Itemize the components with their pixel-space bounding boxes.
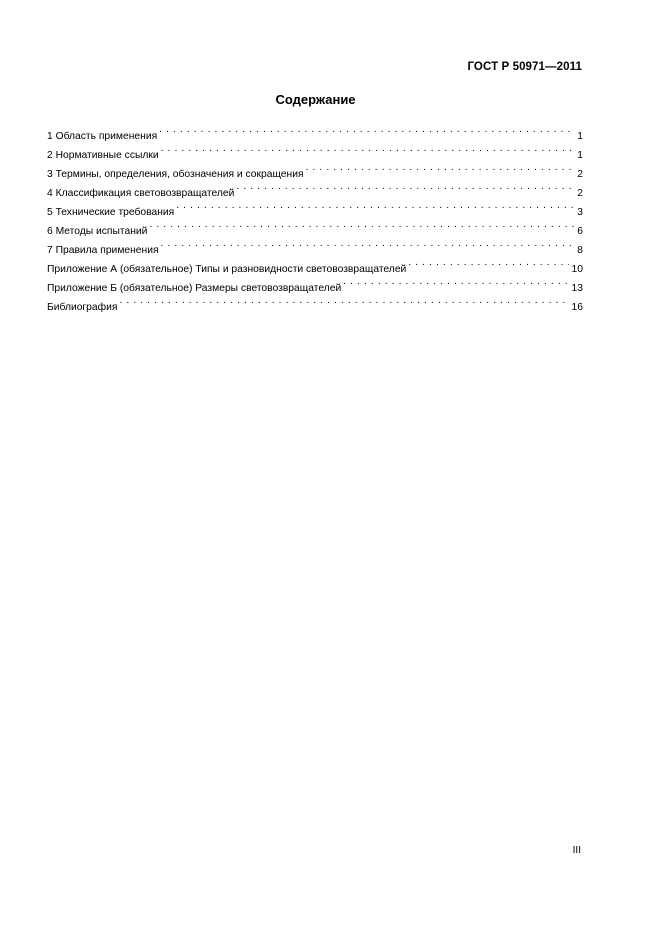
toc-entry-page: 1 (577, 131, 583, 142)
toc-entry-page: 6 (577, 226, 583, 237)
toc-list (47, 120, 583, 313)
toc-entry-label: 4 Классификация световозвращателей (47, 188, 235, 199)
toc-leader-dots (343, 272, 568, 291)
toc-leader-dots (119, 291, 568, 310)
toc-leader-dots (161, 234, 575, 253)
document-code: ГОСТ Р 50971—2011 (467, 61, 582, 73)
toc-leader-dots (306, 158, 575, 177)
toc-entry-page: 2 (577, 188, 583, 199)
toc-leader-dots (176, 196, 574, 215)
toc-entry-label: Приложение Б (обязательное) Размеры световозвращателей (47, 283, 342, 294)
toc-entry-label: 2 Нормативные ссылки (47, 150, 159, 161)
toc-leader-dots (159, 120, 574, 139)
toc-entry-label: 1 Область применения (47, 131, 158, 142)
toc-entry-page: 3 (577, 207, 583, 218)
toc-entry-page: 1 (577, 150, 583, 161)
toc-entry (47, 291, 583, 313)
toc-entry-page: 8 (577, 245, 583, 256)
toc-leader-dots (161, 139, 575, 158)
toc-entry-label: 7 Правила применения (47, 245, 159, 256)
toc-leader-dots (408, 253, 568, 272)
toc-entry-label: 3 Термины, определения, обозначения и сокращения (47, 169, 304, 180)
toc-title: Содержание (275, 92, 356, 107)
toc-leader-dots (236, 177, 574, 196)
page-number: III (572, 845, 581, 856)
toc-entry-page: 16 (571, 302, 583, 313)
toc-entry-page: 13 (571, 283, 583, 294)
toc-entry-label: Библиография (47, 302, 118, 313)
toc-entry-page: 10 (571, 264, 583, 275)
toc-leader-dots (149, 215, 574, 234)
toc-entry-label: 5 Технические требования (47, 207, 175, 218)
toc-entry-page: 2 (577, 169, 583, 180)
toc-entry-label: 6 Методы испытаний (47, 226, 148, 237)
toc-entry (47, 120, 583, 142)
toc-entry-label: Приложение А (обязательное) Типы и разновидности световозвращателей (47, 264, 407, 275)
